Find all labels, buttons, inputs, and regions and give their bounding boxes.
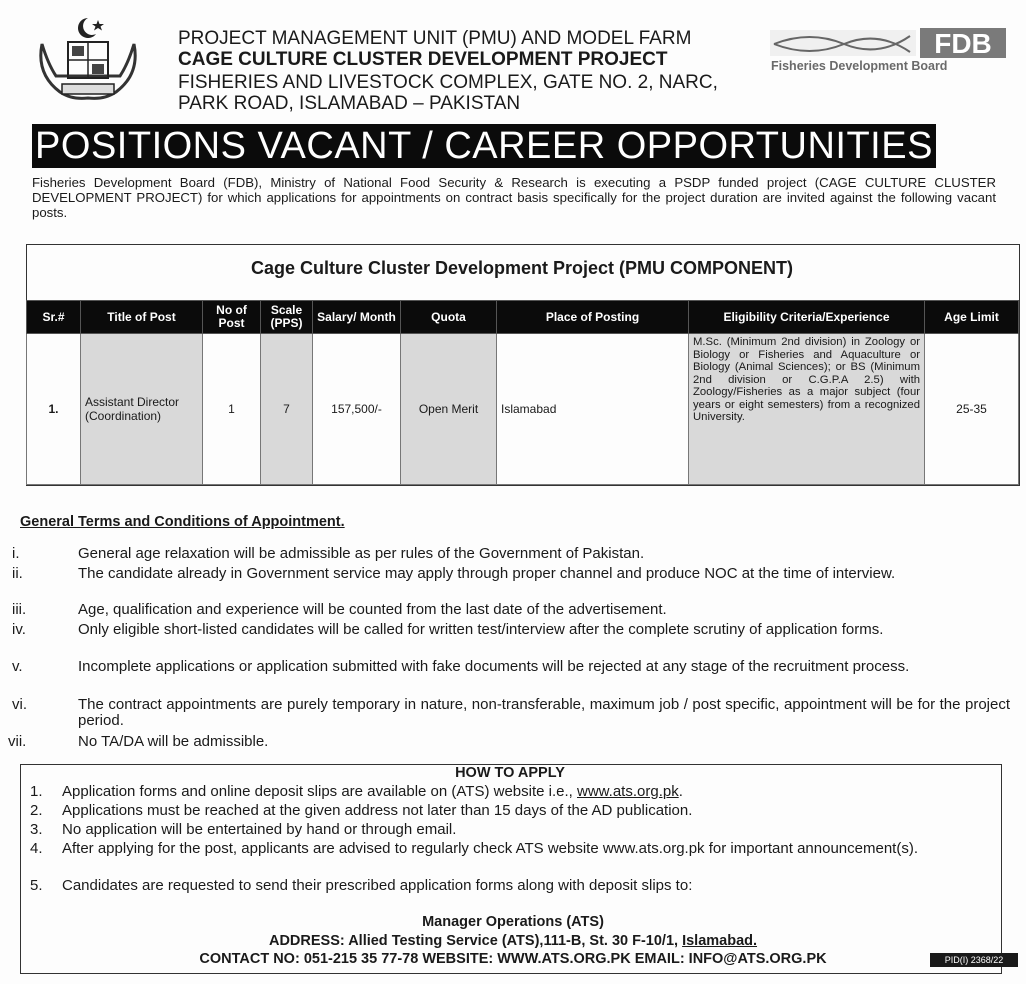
step-number: 2. — [30, 802, 43, 819]
manager-operations: Manager Operations (ATS) — [422, 914, 604, 930]
cell-age: 25-35 — [925, 334, 1019, 485]
cell-title: Assistant Director (Coordination) — [81, 334, 203, 485]
header-project-name: CAGE CULTURE CLUSTER DEVELOPMENT PROJECT — [178, 49, 668, 70]
cell-scale: 7 — [261, 334, 313, 485]
term-text: Age, qualification and experience will be counted from the last date of the advertisement. — [78, 601, 667, 618]
col-header-no-of-post: No of Post — [203, 301, 261, 334]
term-number: i. — [12, 545, 20, 562]
cell-place: Islamabad — [497, 334, 689, 485]
header-line-3: FISHERIES AND LIVESTOCK COMPLEX, GATE NO. 2, NARC, — [178, 72, 718, 93]
cell-sr: 1. — [27, 334, 81, 485]
how-to-apply-title: HOW TO APPLY — [455, 765, 565, 781]
step-text: Application forms and online deposit slips are available on (ATS) website i.e., — [62, 783, 577, 800]
intro-paragraph: Fisheries Development Board (FDB), Ministry of National Food Security & Research is executing a PSDP funded project (CAGE CULTURE CLUSTER DEVELOPMENT PROJECT) for which applications for appointments on contract basis specifically for the project duration are invited against the following vacant posts. — [32, 175, 996, 220]
table-header-row — [27, 301, 1019, 334]
term-text: The candidate already in Government service may apply through proper channel and produce NOC at the time of interview. — [78, 565, 896, 582]
address-text: ADDRESS: Allied Testing Service (ATS),111-B, St. 30 F-10/1, — [268, 933, 679, 949]
ats-address — [0, 933, 1026, 949]
step-text: No application will be entertained by hand or through email. — [62, 821, 457, 838]
col-header-scale: Scale (PPS) — [261, 301, 313, 334]
col-header-eligibility: Eligibility Criteria/Experience — [689, 301, 925, 334]
step-text: Candidates are requested to send their prescribed application forms along with deposit slips to: — [62, 877, 693, 894]
step-number: 4. — [30, 840, 43, 857]
table-title: Cage Culture Cluster Development Project (PMU COMPONENT) — [250, 258, 794, 278]
term-number: vi. — [12, 696, 27, 713]
term-number: vii. — [8, 733, 27, 750]
term-text: The contract appointments are purely temporary in nature, non-transferable, maximum job / post specific, appointment will be for the project period. — [78, 696, 1010, 729]
fdb-logo-subtitle: Fisheries Development Board — [771, 59, 948, 73]
ats-website-link[interactable]: www.ats.org.pk — [577, 783, 679, 800]
term-text: General age relaxation will be admissible as per rules of the Government of Pakistan. — [78, 545, 645, 562]
cell-quota: Open Merit — [401, 334, 497, 485]
step-text: Applications must be reached at the given address not later than 15 days of the AD publication. — [62, 802, 693, 819]
cell-no-of-post: 1 — [203, 334, 261, 485]
col-header-quota: Quota — [401, 301, 497, 334]
col-header-title: Title of Post — [81, 301, 203, 334]
term-number: v. — [12, 658, 23, 675]
fdb-logo-text: FDB — [934, 28, 992, 59]
address-city: Islamabad. — [682, 933, 758, 949]
cell-eligibility: M.Sc. (Minimum 2nd division) in Zoology or Biology or Fisheries and Aquaculture or Biology (Animal Sciences); or BS (Minimum 2nd division or C.G.P.A 2.5) with Zoology/Fisheries as a major subject (four years or eight semesters) from a recognized University. — [689, 334, 925, 485]
step-number: 1. — [30, 783, 43, 800]
col-header-place: Place of Posting — [497, 301, 689, 334]
col-header-age: Age Limit — [925, 301, 1019, 334]
pid-badge: PID(I) 2368/22 — [930, 953, 1018, 967]
positions-vacant-banner: POSITIONS VACANT / CAREER OPPORTUNITIES — [32, 124, 936, 168]
step-text-end: . — [678, 783, 683, 800]
term-text: Only eligible short-listed candidates will be called for written test/interview after the complete scrutiny of application forms. — [78, 621, 884, 638]
term-number: ii. — [12, 565, 23, 582]
term-number: iii. — [12, 601, 27, 618]
col-header-sr: Sr.# — [27, 301, 81, 334]
cell-salary: 157,500/- — [313, 334, 401, 485]
step-number: 3. — [30, 821, 43, 838]
header-line-1: PROJECT MANAGEMENT UNIT (PMU) AND MODEL FARM — [178, 28, 692, 49]
positions-table — [26, 300, 1019, 485]
step-number: 5. — [30, 877, 43, 894]
government-emblem — [32, 14, 144, 104]
terms-title: General Terms and Conditions of Appointment. — [20, 514, 345, 530]
col-header-salary: Salary/ Month — [313, 301, 401, 334]
term-text: No TA/DA will be admissible. — [78, 733, 269, 750]
table-row — [27, 334, 1019, 485]
step-text: After applying for the post, applicants are advised to regularly check ATS website www.ats.org.pk for important announcement(s). — [62, 840, 918, 857]
term-number: iv. — [12, 621, 26, 638]
header-line-4: PARK ROAD, ISLAMABAD – PAKISTAN — [178, 93, 521, 114]
contact-line: CONTACT NO: 051-215 35 77-78 WEBSITE: WWW.ATS.ORG.PK EMAIL: INFO@ATS.ORG.PK — [199, 951, 827, 967]
term-text: Incomplete applications or application submitted with fake documents will be rejected at any stage of the recruitment process. — [78, 658, 910, 675]
